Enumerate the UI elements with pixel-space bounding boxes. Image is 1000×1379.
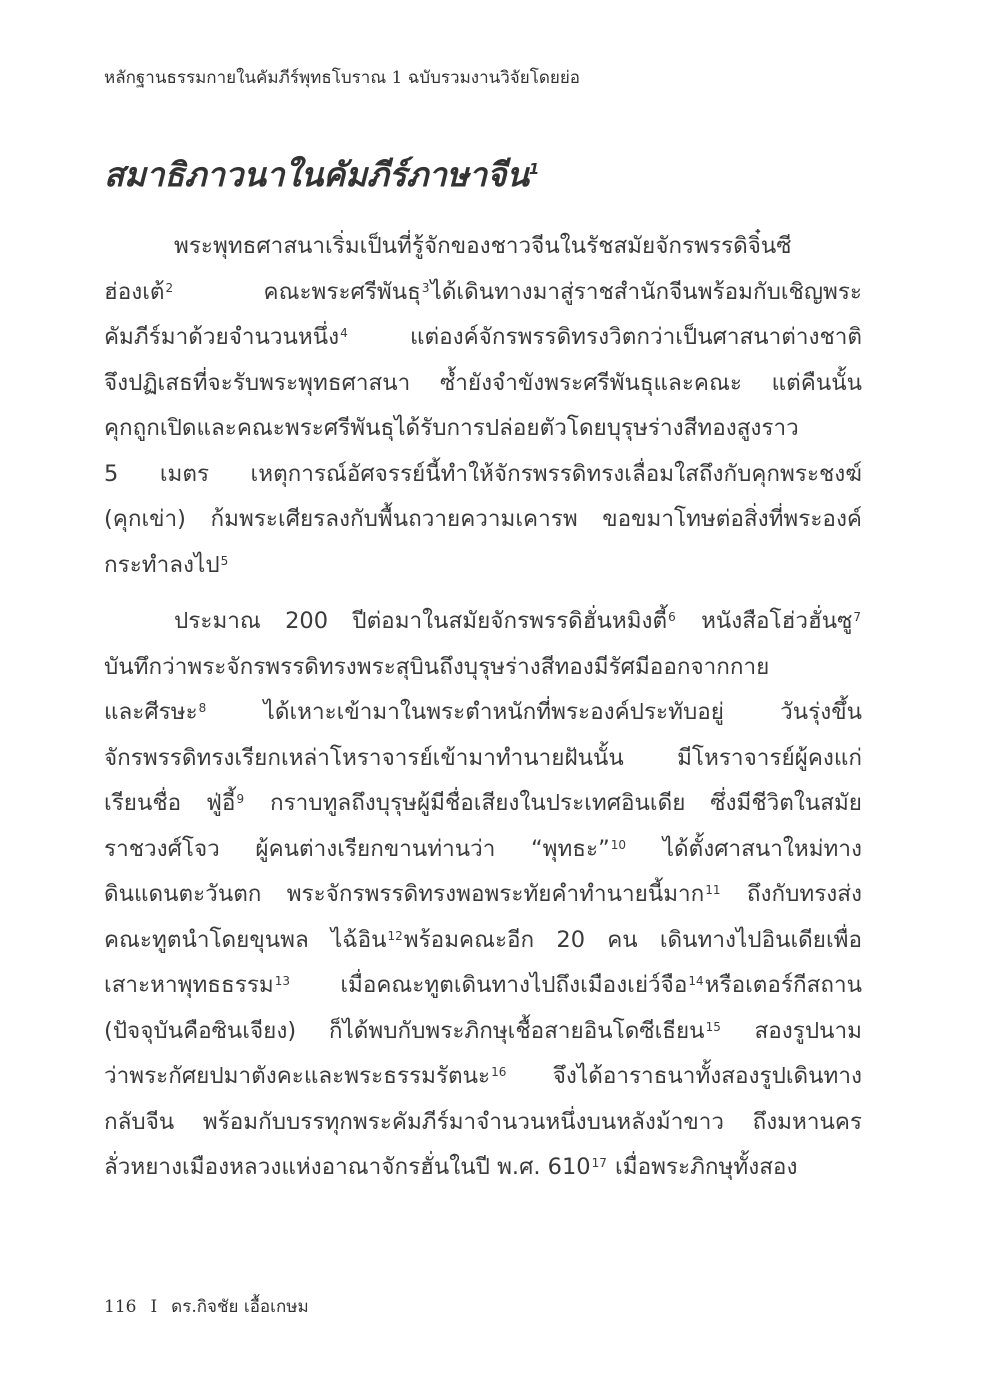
footnote-marker: 3 <box>421 280 430 295</box>
article-body <box>104 224 862 1202</box>
text-run: จึงได้อาราธนาทั้งสองรูปเดินทาง <box>507 1063 862 1089</box>
text-run: (คุกเข่า) ก้มพระเศียรลงกับพื้นถวายความเคารพ ขอขมาโทษต่อสิ่งที่พระองค์ <box>104 506 862 532</box>
text-run: แต่องค์จักรพรรดิทรงวิตกว่าเป็นศาสนาต่างชาติ <box>348 324 862 350</box>
article-title <box>104 155 540 194</box>
text-run: บันทึกว่าพระจักรพรรดิทรงพระสุบินถึงบุรุษร่างสีทองมีรัศมีออกจากกาย <box>104 653 770 680</box>
text-run: เมื่อคณะทูตเดินทางไปถึงเมืองเย่ว์จือ <box>291 972 688 998</box>
text-run: 5 เมตร เหตุการณ์อัศจรรย์นี้ทำให้จักรพรรดิทรงเลื่อมใสถึงกับคุกพระชงฆ์ <box>104 460 862 487</box>
body-paragraph <box>104 599 862 1191</box>
text-run: ได้เหาะเข้ามาในพระตำหนักที่พระองค์ประทับอยู่ วันรุ่งขึ้น <box>207 699 862 725</box>
running-header: หลักฐานธรรมกายในคัมภีร์พุทธโบราณ 1 ฉบับรวมงานวิจัยโดยย่อ <box>104 68 581 88</box>
page-footer <box>104 1293 309 1320</box>
footnote-marker: 14 <box>688 974 704 988</box>
text-line <box>104 599 862 645</box>
text-run: กระทำลงไป <box>104 551 220 578</box>
text-line <box>104 918 862 964</box>
text-run: สองรูปนาม <box>721 1017 862 1044</box>
footnote-marker: 2 <box>165 280 174 295</box>
text-line <box>104 497 862 543</box>
text-line <box>104 736 862 782</box>
footnote-marker: 8 <box>198 701 207 715</box>
text-run: หนังสือโฮ่วฮั่นซู <box>676 608 853 634</box>
text-line <box>104 1145 862 1191</box>
text-run: (ปัจจุบันคือซินเจียง) ก็ได้พบกับพระภิกษุเชื้อสายอินโดซีเธียน <box>104 1017 705 1044</box>
footnote-marker: 10 <box>610 837 627 852</box>
text-run: หรือเตอร์กีสถาน <box>704 972 862 998</box>
text-line <box>104 645 862 691</box>
footnote-marker: 4 <box>340 326 348 340</box>
text-line <box>104 781 862 827</box>
text-run: จักรพรรดิทรงเรียกเหล่าโหราจารย์เข้ามาทำนายฝันนั้น มีโหราจารย์ผู้คงแก่ <box>104 744 862 771</box>
text-run: ดินแดนตะวันตก พระจักรพรรดิทรงพอพระทัยคำทำนายนี้มาก <box>104 881 705 907</box>
text-run: ได้เดินทางมาสู่ราชสำนักจีนพร้อมกับเชิญพระ <box>430 278 862 305</box>
footnote-marker: 6 <box>668 610 676 624</box>
text-run: ว่าพระกัศยปมาตังคะและพระธรรมรัตนะ <box>104 1063 491 1089</box>
text-line <box>104 361 862 407</box>
text-run: พร้อมคณะอีก 20 คน เดินทางไปอินเดียเพื่อ <box>403 926 863 953</box>
text-line <box>104 963 862 1009</box>
text-line <box>104 543 862 589</box>
text-run: ถึงกับทรงส่ง <box>721 881 862 907</box>
footnote-marker: 9 <box>236 792 245 806</box>
footnote-marker: 16 <box>491 1065 507 1079</box>
text-run: กลับจีน พร้อมกับบรรทุกพระคัมภีร์มาจำนวนหนึ่งบนหลังม้าขาว ถึงมหานคร <box>104 1108 862 1135</box>
text-run: ราชวงศ์โจว ผู้คนต่างเรียกขานท่านว่า “พุทธะ” <box>104 835 610 862</box>
text-run: คุกถูกเปิดและคณะพระศรีพันธุได้รับการปล่อยตัวโดยบุรุษร่างสีทองสูงราว <box>104 415 799 441</box>
page-number: 116 <box>104 1297 137 1317</box>
text-run: พระพุทธศาสนาเริ่มเป็นที่รู้จักของชาวจีนในรัชสมัยจักรพรรดิจิ๋นซี <box>174 233 792 259</box>
footnote-marker: 12 <box>387 928 403 943</box>
text-line <box>104 452 862 498</box>
text-line <box>104 872 862 918</box>
text-run: คัมภีร์มาด้วยจำนวนหนึ่ง <box>104 324 340 350</box>
text-line <box>104 270 862 316</box>
text-line <box>104 827 862 873</box>
text-run: เรียนชื่อ ฟู่อี้ <box>104 790 236 816</box>
article-title-text: สมาธิภาวนาในคัมภีร์ภาษาจีน <box>104 155 529 194</box>
text-run: ได้ตั้งศาสนาใหม่ทาง <box>627 835 862 862</box>
text-line <box>104 1009 862 1055</box>
text-line <box>104 315 862 361</box>
text-run: กราบทูลถึงบุรุษผู้มีชื่อเสียงในประเทศอินเดีย ซึ่งมีชีวิตในสมัย <box>245 790 862 816</box>
footnote-marker: 11 <box>705 883 721 897</box>
text-run: ลั่วหยางเมืองหลวงแห่งอาณาจักรฮั่นในปี พ.ศ. 610 <box>104 1154 591 1180</box>
text-run: เมื่อพระภิกษุทั้งสอง <box>607 1154 798 1180</box>
text-run: คณะทูตนำโดยขุนพล ไฉ้อิน <box>104 926 387 953</box>
footer-separator: I <box>150 1297 158 1317</box>
text-run: คณะพระศรีพันธุ <box>174 278 421 305</box>
text-line <box>104 224 862 270</box>
footer-author: ดร.กิจชัย เอื้อเกษม <box>171 1297 309 1317</box>
footnote-marker: 17 <box>591 1156 607 1170</box>
footnote-marker: 7 <box>853 610 861 624</box>
text-run: ฮ่องเต้ <box>104 278 165 305</box>
text-line <box>104 690 862 736</box>
text-run: และศีรษะ <box>104 699 198 725</box>
text-line <box>104 406 862 452</box>
text-run: จึงปฏิเสธที่จะรับพระพุทธศาสนา ซ้ำยังจำขังพระศรีพันธุและคณะ แต่คืนนั้น <box>104 369 862 396</box>
text-line <box>104 1054 862 1100</box>
text-line <box>104 1100 862 1146</box>
text-run: เสาะหาพุทธธรรม <box>104 972 274 998</box>
footnote-marker: 13 <box>274 974 291 988</box>
body-paragraph <box>104 224 862 588</box>
text-run: ประมาณ 200 ปีต่อมาในสมัยจักรพรรดิฮั่นหมิงตี้ <box>174 608 668 634</box>
title-footnote-mark: 1 <box>528 160 540 178</box>
footnote-marker: 5 <box>220 553 229 568</box>
footnote-marker: 15 <box>705 1019 721 1034</box>
